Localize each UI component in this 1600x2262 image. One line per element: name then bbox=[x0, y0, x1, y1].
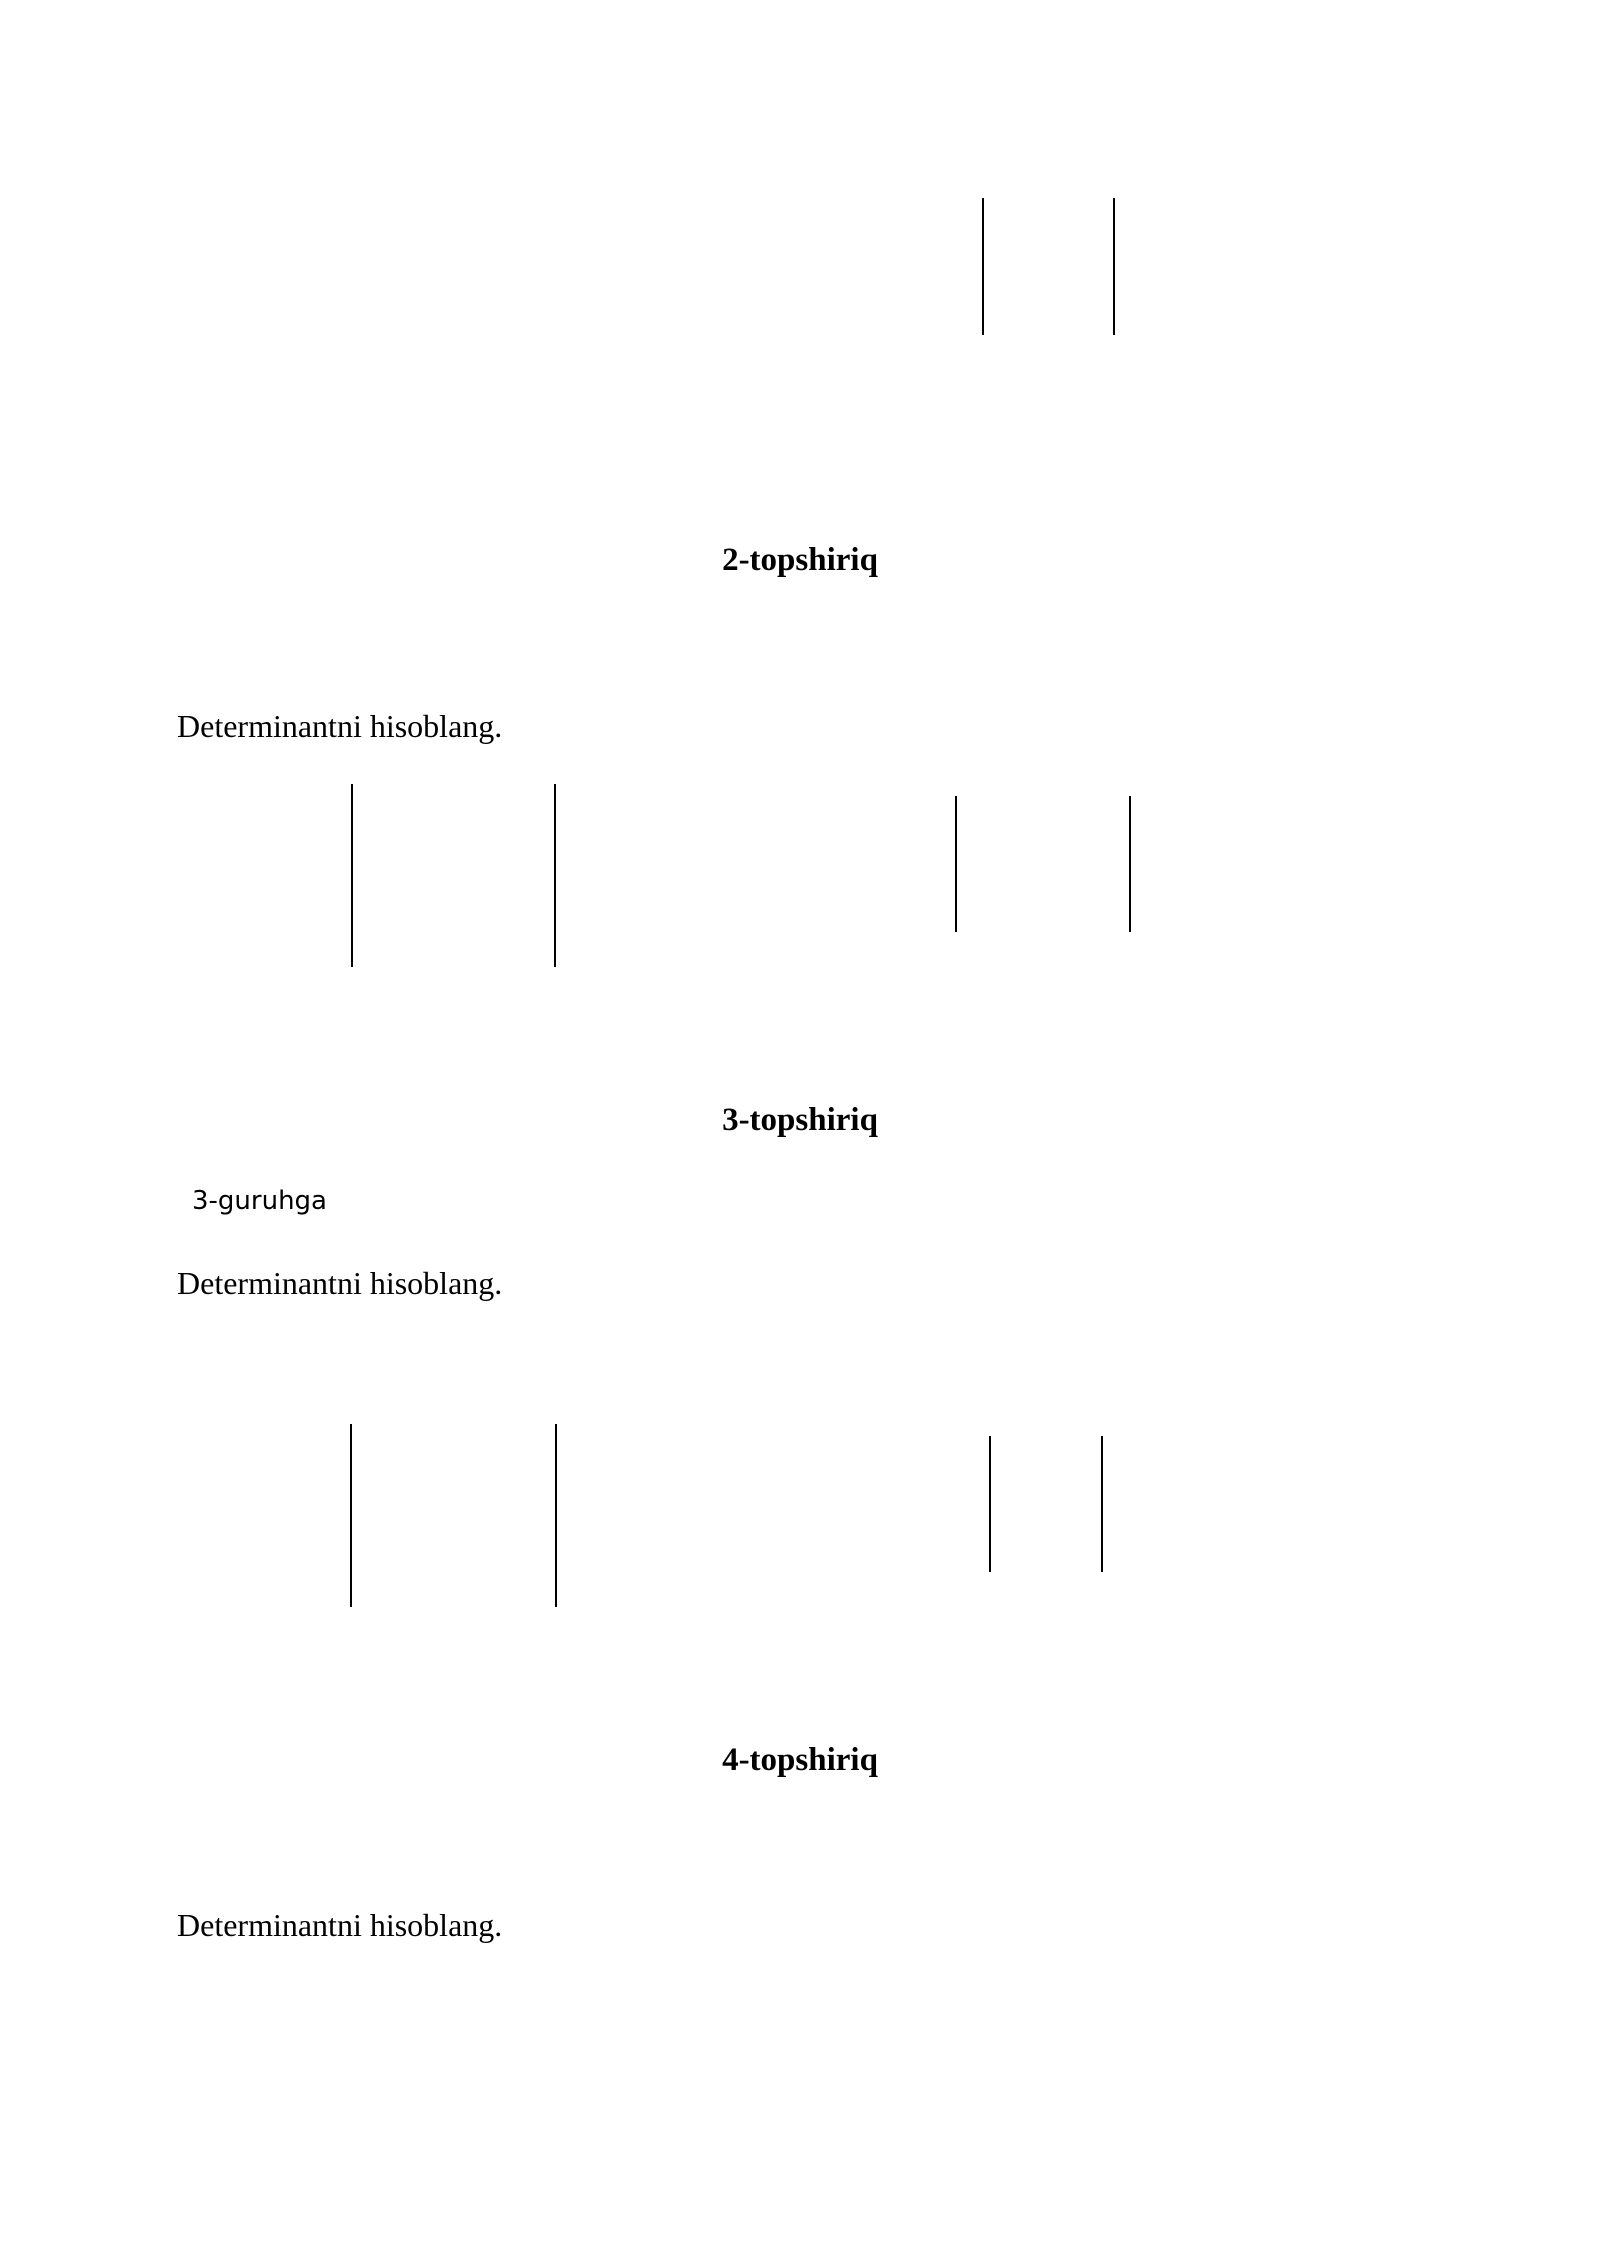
determinant-bar-right bbox=[1101, 1436, 1103, 1572]
determinant-bar-right bbox=[1113, 198, 1115, 335]
determinant-bar-left bbox=[982, 198, 984, 335]
section-heading-4: 4-topshiriq bbox=[722, 1742, 878, 1778]
instruction-text-3: Determinantni hisoblang. bbox=[177, 1265, 503, 1301]
group-note: 3-guruhga bbox=[192, 1186, 327, 1216]
determinant-bar-right bbox=[555, 1424, 557, 1607]
determinant-bar-left bbox=[955, 796, 957, 932]
instruction-text-2: Determinantni hisoblang. bbox=[177, 708, 503, 744]
determinant-bar-left bbox=[351, 784, 353, 967]
section-heading-3: 3-topshiriq bbox=[722, 1102, 878, 1138]
section-heading-2: 2-topshiriq bbox=[722, 542, 878, 578]
determinant-bar-left bbox=[989, 1436, 991, 1572]
determinant-bar-right bbox=[554, 784, 556, 967]
determinant-bar-right bbox=[1129, 796, 1131, 932]
instruction-text-4: Determinantni hisoblang. bbox=[177, 1907, 503, 1943]
determinant-bar-left bbox=[350, 1424, 352, 1607]
